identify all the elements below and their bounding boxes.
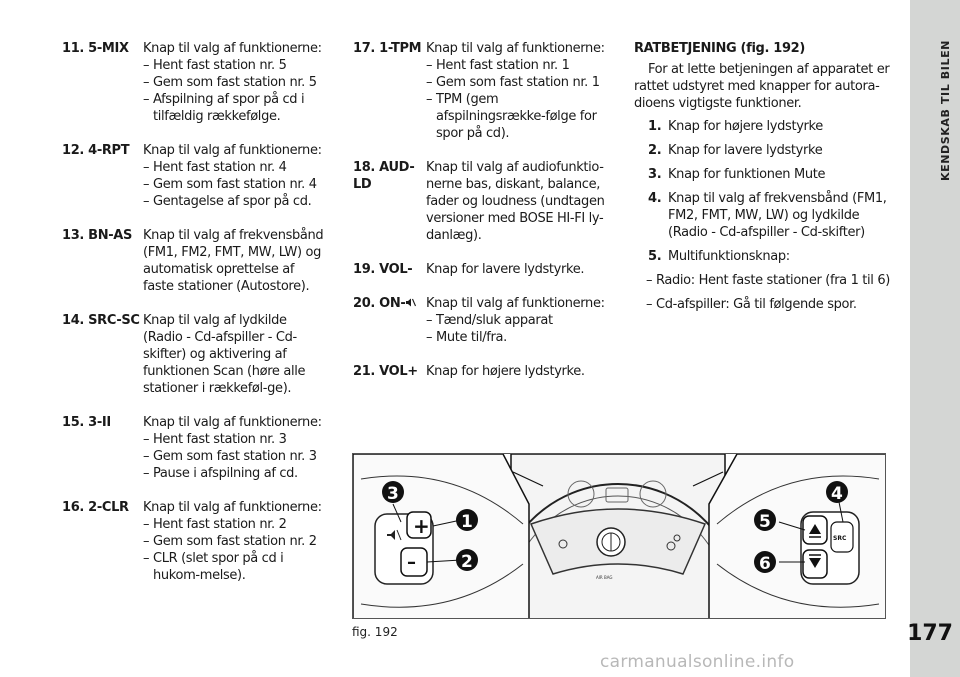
steering-wheel-illustration (353, 454, 886, 619)
entry-number: 11. 5-MIX (62, 41, 129, 56)
entry-item: – Gem som fast station nr. 5 (143, 75, 317, 90)
entry-12 (62, 142, 324, 210)
entry-item: – Gem som fast station nr. 3 (143, 449, 317, 464)
entry-17 (353, 40, 605, 142)
section-title: KENDSKAB TIL BILEN (939, 40, 952, 181)
entry-number: 17. 1-TPM (353, 41, 422, 56)
numbered-item: 1. Knap for højere lydstyrke (648, 119, 823, 134)
src-label: SRC (833, 535, 847, 542)
entry-number: 14. SRC-SC (62, 313, 140, 328)
entry-intro: Knap til valg af frekvensbånd (FM1, FM2, FMT, MW, LW) og automatisk oprettelse af faste stationer (Autostore). (143, 228, 324, 294)
entry-intro: Knap for højere lydstyrke. (426, 364, 585, 379)
entry-item: – Afspilning af spor på cd i tilfældig rækkefølge. (143, 92, 305, 124)
entry-item: – Tænd/sluk apparat (426, 313, 553, 328)
entry-number: 19. VOL- (353, 262, 413, 277)
entry-item: – Hent fast station nr. 4 (143, 160, 287, 175)
right-button-inset (709, 454, 886, 619)
steering-wheel-figure (352, 453, 886, 619)
entry-intro: Knap til valg af funktionerne: (426, 296, 605, 311)
airbag-text: AIR BAG (596, 575, 613, 580)
entry-20 (353, 295, 605, 346)
entry-item: – Gem som fast station nr. 1 (426, 75, 600, 90)
entry-item: – Mute til/fra. (426, 330, 507, 345)
column-1 (62, 40, 324, 601)
entry-number: 18. AUD-LD (353, 160, 415, 192)
entry-item: – Pause i afspilning af cd. (143, 466, 298, 481)
page-number: 177 (907, 621, 953, 646)
entry-number: 16. 2-CLR (62, 500, 129, 515)
svg-text:2: 2 (461, 552, 473, 572)
numbered-item: 3. Knap for funktionen Mute (648, 167, 826, 182)
entry-intro: Knap til valg af funktionerne: (143, 143, 322, 158)
svg-text:4: 4 (831, 484, 843, 504)
section-intro: For at lette betjeningen af apparatet er rattet udstyret med knapper for autora-dioens vigtigste funktioner. (634, 62, 890, 111)
entry-number: 15. 3-II (62, 415, 111, 430)
entry-item: – Gem som fast station nr. 4 (143, 177, 317, 192)
entry-intro: Knap til valg af funktionerne: (143, 415, 322, 430)
entry-number: 21. VOL+ (353, 364, 418, 379)
entry-number: 13. BN-AS (62, 228, 133, 243)
vol-minus-symbol: – (407, 552, 416, 573)
entry-14 (62, 312, 324, 397)
column-2 (353, 40, 605, 397)
dash-item: – Radio: Hent faste stationer (fra 1 til 6) (646, 273, 890, 288)
entry-intro: Knap til valg af audiofunktio-nerne bas, diskant, balance, fader og loudness (undtagen versioner med BOSE HI-FI ly-danlæg). (426, 160, 605, 243)
left-button-inset (353, 454, 529, 619)
mute-speaker-icon (405, 297, 416, 308)
entry-number: 12. 4-RPT (62, 143, 130, 158)
entry-11 (62, 40, 324, 125)
vol-plus-symbol: + (413, 514, 430, 538)
entry-item: – Hent fast station nr. 2 (143, 517, 287, 532)
watermark: carmanualsonline.info (600, 652, 795, 672)
svg-text:1: 1 (461, 512, 473, 532)
column-3 (634, 40, 894, 320)
entry-item: – Hent fast station nr. 1 (426, 58, 570, 73)
entry-item: – CLR (slet spor på cd i hukom-melse). (143, 551, 284, 583)
entry-intro: Knap for lavere lydstyrke. (426, 262, 585, 277)
svg-text:3: 3 (387, 484, 399, 504)
entry-item: – Gentagelse af spor på cd. (143, 194, 312, 209)
entry-19 (353, 261, 605, 278)
entry-18 (353, 159, 605, 244)
entry-15 (62, 414, 324, 482)
entry-item: – Hent fast station nr. 3 (143, 432, 287, 447)
entry-intro: Knap til valg af funktionerne: (426, 41, 605, 56)
entry-number: 20. ON- (353, 295, 426, 346)
entry-16 (62, 499, 324, 584)
entry-21 (353, 363, 605, 380)
numbered-item: 4. Knap til valg af frekvensbånd (FM1, FM2, FMT, MW, LW) og lydkilde (Radio - Cd-afspiller - Cd-skifter) (648, 191, 887, 240)
dash-item: – Cd-afspiller: Gå til følgende spor. (646, 297, 857, 312)
section-heading: RATBETJENING (fig. 192) (634, 41, 805, 56)
entry-13 (62, 227, 324, 295)
svg-text:6: 6 (759, 554, 771, 574)
section-sidebar (907, 0, 960, 677)
center-wheel (493, 454, 743, 619)
numbered-item: 2. Knap for lavere lydstyrke (648, 143, 823, 158)
figure-caption: fig. 192 (352, 625, 398, 639)
entry-intro: Knap til valg af funktionerne: (143, 500, 322, 515)
entry-item: – Hent fast station nr. 5 (143, 58, 287, 73)
svg-text:5: 5 (759, 512, 771, 532)
entry-intro: Knap til valg af lydkilde (Radio - Cd-afspiller - Cd-skifter) og aktivering af funktionen Scan (høre alle stationer i rækkeføl-ge). (143, 313, 306, 396)
entry-item: – Gem som fast station nr. 2 (143, 534, 317, 549)
entry-intro: Knap til valg af funktionerne: (143, 41, 322, 56)
numbered-item: 5. Multifunktionsknap: (648, 249, 790, 264)
entry-item: – TPM (gem afspilningsrække-følge for spor på cd). (426, 92, 597, 141)
